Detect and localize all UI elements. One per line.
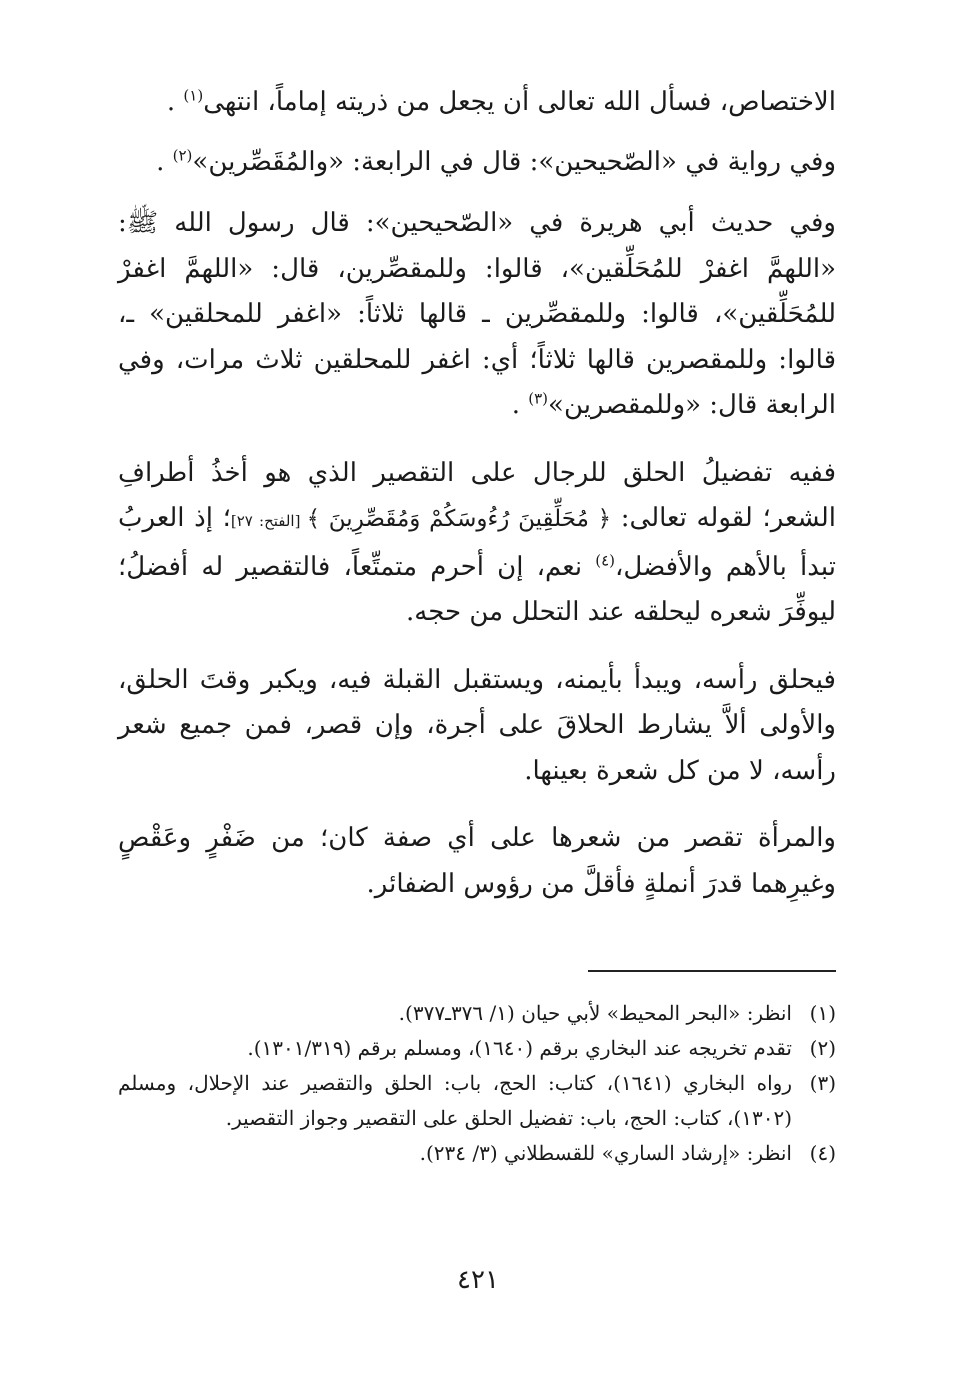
paragraph-text: فيحلق رأسه، ويبدأ بأيمنه، ويستقبل القبلة فيه، ويكبر وقتَ الحلق، والأولى ألاَّ يشارط الحلاقَ على أجرة، وإن قصر، فمن جميع شعر رأسه، لا من كل شعرة بعينها. (118, 664, 836, 786)
footnote-text: انظر: «إرشاد الساري» للقسطلاني (٣/ ٢٣٤). (419, 1141, 792, 1165)
paragraph-text: والمرأة تقصر من شعرها على أي صفة كان؛ من ضَفْرٍ وعَقْصٍ وغيرِهما قدرَ أنملةٍ فأقلَّ من رؤوس الضفائر. (118, 823, 836, 899)
footnote-separator (588, 970, 836, 972)
paragraph-2 (118, 140, 836, 186)
footnote-number: (٤) (809, 1141, 836, 1165)
paragraph-text: ؛ إذ العربُ تبدأ بالأهم والأفضل، (118, 503, 836, 582)
footnote-number: (٣) (809, 1071, 836, 1095)
paragraph-6 (118, 816, 836, 907)
footnotes (118, 996, 836, 1171)
page-number: ٤٢١ (457, 1265, 499, 1295)
footnote-text: انظر: «البحر المحيط» لأبي حيان (١/ ٣٧٦ـ٣٧٧). (398, 1001, 792, 1025)
footnote-4 (118, 1136, 836, 1171)
paragraph-text: الاختصاص، فسأل الله تعالى أن يجعل من ذريته إماماً، انتهى (203, 87, 836, 117)
footnote-2 (118, 1031, 836, 1066)
paragraph-1 (118, 80, 836, 126)
footnote-ref-2[interactable]: (٢) (172, 145, 193, 164)
paragraph-text: ففيه تفضيلُ الحلق للرجال على التقصير الذي هو أخذُ أطرافِ الشعر؛ لقوله تعالى: (118, 457, 836, 533)
footnote-3 (118, 1066, 836, 1136)
main-text (118, 80, 836, 929)
paragraph-3 (118, 201, 836, 429)
footnote-ref-3[interactable]: (٣) (528, 389, 549, 408)
paragraph-text: وفي حديث أبي هريرة في «الصّحيحين»: قال رسول الله ﷺ: «اللهمَّ اغفرْ للمُحَلِّقين»، قالوا: وللمقصِّرين، قال: «اللهمَّ اغفرْ للمُحَلِّقين»، قالوا: وللمقصِّرين ـ قالها ثلاثاً: «اغفر للمحلقين» ـ، قالوا: وللمقصرين قالها ثلاثاً؛ أي: اغفر للمحلقين ثلاث مرات، وفي الرابعة قال: «وللمقصرين» (118, 208, 836, 420)
quran-reference: [الفتح: ٢٧] (230, 512, 307, 530)
paragraph-text: . (511, 390, 529, 420)
paragraph-text: . (166, 87, 184, 117)
paragraph-text: . (156, 146, 173, 177)
footnote-ref-1[interactable]: (١) (183, 86, 204, 105)
footnote-1 (118, 996, 836, 1031)
paragraph-text: وفي رواية في «الصّحيحين»: قال في الرابعة: «والمُقَصِّرين» (192, 146, 836, 177)
footnote-number: (٢) (809, 1036, 836, 1060)
footnote-text: تقدم تخريجه عند البخاري برقم (١٦٤٠)، ومسلم برقم (١٣٠١/٣١٩). (247, 1036, 792, 1060)
quran-verse: ﴿ مُحَلِّقِينَ رُءُوسَكُمْ وَمُقَصِّرِينَ ﴾ (306, 506, 612, 532)
paragraph-5 (118, 658, 836, 795)
paragraph-4 (118, 451, 836, 636)
footnote-number: (١) (809, 1001, 836, 1025)
paragraph-text: نعم، إن أحرم متمتِّعاً، فالتقصير له أفضلُ؛ ليوفِّرَ شعره ليحلقه عند التحلل من حجه. (118, 551, 836, 627)
footnote-ref-4[interactable]: (٤) (595, 550, 616, 569)
footnote-text: رواه البخاري (١٦٤١)، كتاب: الحج، باب: الحلق والتقصير عند الإحلال، ومسلم (١٣٠٢)، كتاب: الحج، باب: تفضيل الحلق على التقصير وجواز التقصير. (118, 1071, 792, 1130)
